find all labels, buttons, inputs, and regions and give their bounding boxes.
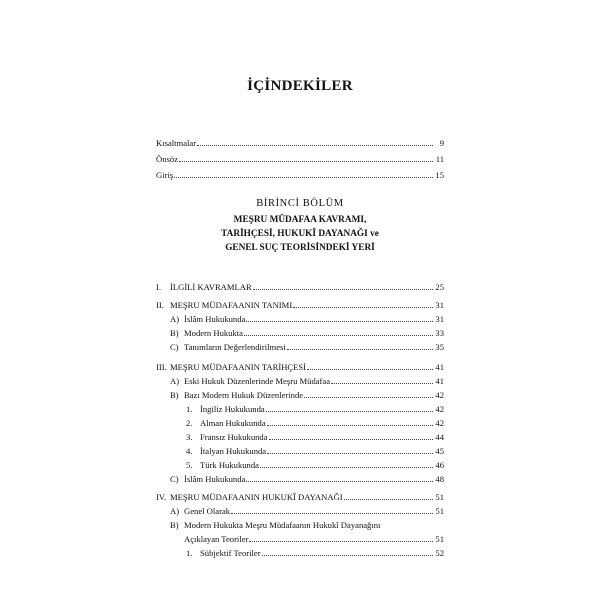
chapter-title-line: GENEL SUÇ TEORİSİNDEKİ YERİ [225,243,375,253]
dot-leader [231,506,433,514]
toc-entry [186,418,444,429]
toc-entry [170,474,444,485]
toc-entry-page: 42 [435,404,444,414]
toc-entry-label: Türk Hukukunda [200,460,259,470]
toc-entry [156,282,444,293]
toc-entry-number: B) [170,520,179,530]
toc-entry-label: İslâm Hukukunda [184,474,246,484]
dot-leader [307,362,433,370]
toc-entry-label: Eski Hukuk Düzenlerinde Meşru Müdafaa [184,376,331,386]
toc-entry-label: İngiliz Hukukunda [200,404,265,414]
toc-entry-page: 9 [439,138,444,148]
toc-entry-number: 5. [186,460,193,470]
toc-entry-number: III. [156,362,167,372]
dot-leader [244,328,433,336]
dot-leader [267,446,433,454]
toc-entry-giris [156,170,444,181]
toc-entry [170,328,444,339]
toc-entry-number: 1. [186,548,193,558]
toc-entry [186,460,444,471]
toc-entry [186,446,444,457]
toc-entry [156,492,444,503]
dot-leader [262,548,433,556]
dot-leader [246,474,433,482]
toc-entry-page: 31 [435,314,444,324]
toc-entry-label: İtalyan Hukukunda [200,446,267,456]
toc-entry-number: A) [170,376,180,386]
toc-entry-page: 35 [435,342,444,352]
toc-entry-label: Alman Hukukunda [200,418,266,428]
toc-entry-number: C) [170,342,179,352]
chapter-title-line: MEŞRU MÜDAFAA KAVRAMI, [233,215,367,225]
toc-entry-label: Önsöz [156,154,178,164]
toc-entry-onsoz [156,154,444,165]
toc-entry-label: Giriş [156,170,174,180]
toc-entry-label: Tanımların Değerlendirilmesi [184,342,286,352]
toc-entry [170,314,444,325]
toc-entry-label: Genel Olarak [184,506,231,516]
toc-entry [170,520,444,531]
toc-entry [156,362,444,373]
dot-leader [249,534,433,542]
toc-entry [170,390,444,401]
toc-entry-page: 51 [435,534,444,544]
dot-leader [267,418,433,426]
toc-entry [156,300,444,311]
toc-entry-number: 3. [186,432,193,442]
toc-entry-label: Fransız Hukukunda [200,432,268,442]
toc-entry-page: 33 [435,328,444,338]
toc-entry-page: 52 [435,548,444,558]
dot-leader [304,390,433,398]
toc-entry-number: IV. [156,492,167,502]
toc-entry-label: MEŞRU MÜDAFAANIN TANIMI [170,300,293,310]
toc-entry-page: 41 [435,376,444,386]
toc-entry-number: A) [170,314,180,324]
toc-entry-number: B) [170,328,179,338]
toc-entry-page: 11 [435,154,444,164]
dot-leader [287,342,433,350]
toc-entry-label: İLGİLİ KAVRAMLAR [170,282,252,292]
toc-entry [186,404,444,415]
toc-entry-page: 44 [435,432,444,442]
toc-entry [170,342,444,353]
toc-entry-label: Bazı Modern Hukuk Düzenlerinde [184,390,304,400]
dot-leader [260,460,433,468]
dot-leader [253,282,433,290]
toc-entry-page: 31 [435,300,444,310]
toc-entry-label: MEŞRU MÜDAFAANIN TARİHÇESİ [170,362,307,372]
toc-entry [186,432,444,443]
toc-entry-kisaltmalar [156,138,444,149]
toc-entry-page: 42 [435,418,444,428]
dot-leader [331,376,433,384]
toc-entry-label: Modern Hukukta Meşru Müdafaanın Hukukî Dayanağını [184,520,381,530]
dot-leader [197,138,433,146]
toc-entry [170,506,444,517]
chapter-title-line: TARİHÇESİ, HUKUKÎ DAYANAĞI ve [221,229,379,239]
toc-entry-page: 46 [435,460,444,470]
toc-entry-label: Kısaltmalar [156,138,197,148]
toc-entry-label: Açıklayan Teoriler [184,534,249,544]
toc-entry-number: II. [156,300,164,310]
toc-entry-page: 45 [435,446,444,456]
toc-entry-number: A) [170,506,180,516]
toc-title: İÇİNDEKİLER [247,78,353,94]
toc-entry-label: İslâm Hukukunda [184,314,246,324]
toc-entry-number: I. [156,282,162,292]
toc-entry [170,534,444,545]
toc-entry-page: 51 [435,492,444,502]
toc-entry-page: 42 [435,390,444,400]
toc-entry-page: 51 [435,506,444,516]
toc-entry-number: B) [170,390,179,400]
toc-entry-number: 2. [186,418,193,428]
toc-entry-page: 25 [435,282,444,292]
dot-leader [269,432,433,440]
dot-leader [344,492,433,500]
chapter-heading: BİRİNCİ BÖLÜM [256,198,344,209]
toc-entry-page: 48 [435,474,444,484]
toc-entry-page: 15 [435,170,444,180]
toc-entry-label: Sübjektif Teoriler [200,548,261,558]
toc-entry-label: MEŞRU MÜDAFAANIN HUKUKÎ DAYANAĞI [170,492,343,502]
dot-leader [174,170,433,178]
dot-leader [266,404,433,412]
toc-entry-page: 41 [435,362,444,372]
toc-entry-number: 4. [186,446,193,456]
toc-entry-number: 1. [186,404,193,414]
toc-entry [170,376,444,387]
toc-entry-label: Modern Hukukta [184,328,243,338]
dot-leader [293,300,433,308]
dot-leader [246,314,433,322]
toc-entry-number: C) [170,474,179,484]
dot-leader [179,154,433,162]
toc-entry [186,548,444,559]
